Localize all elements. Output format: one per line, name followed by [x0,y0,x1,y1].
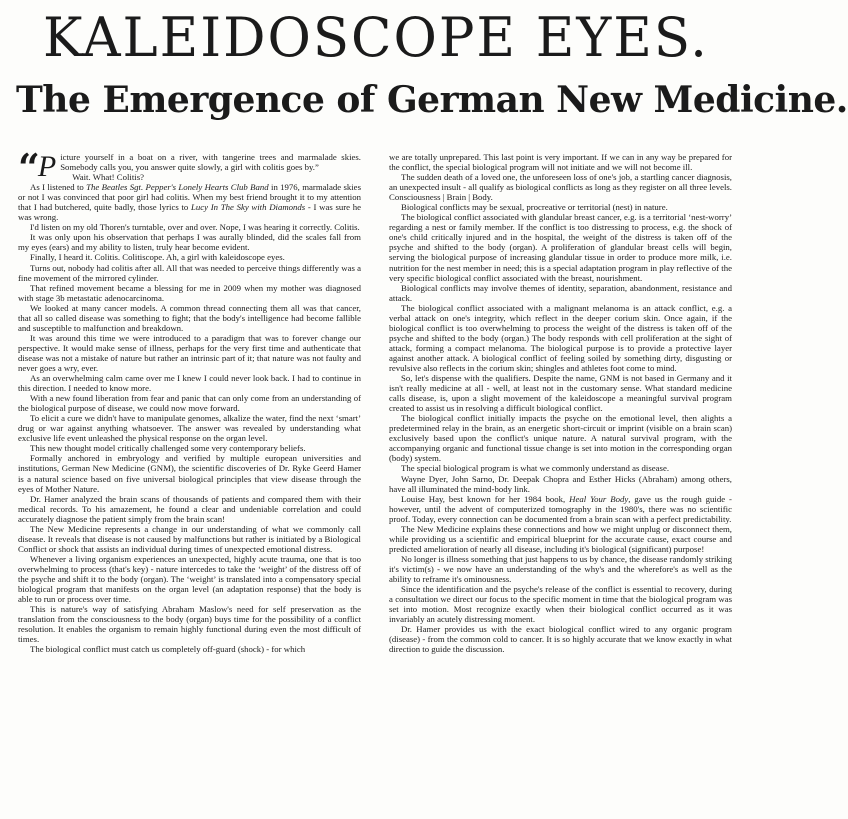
paragraph: The New Medicine explains these connections and how we might unplug or disconnect them, while providing us a scientific and empirical blueprint for the accurate cause, exact course and predicted amelioration of nearly all disease, including it's biological (significant) purpose! [389,523,732,554]
paragraph: The sudden death of a loved one, the unforeseen loss of one's job, a startling cancer diagnosis, an unexpected insult - all qualify as biological conflicts as long as they register on all three levels. Consciousness | Brain | Body. [389,172,732,203]
text-run: Louise Hay, best known for her 1984 book, [401,493,570,504]
paragraph [389,494,732,524]
text-run: As I listened to [30,182,87,193]
book-title: Heal Your Body [569,493,629,504]
paragraph: Wait. What! Colitis? [72,172,144,183]
right-column [389,152,732,654]
paragraph: The biological conflict must catch us completely off-guard (shock) - for which [30,644,306,655]
paragraph: With a new found liberation from fear and panic that can only come from an understanding of the biological purpose of disease, we could now move forward. [18,393,361,414]
album-title: The Beatles Sgt. Pepper's Lonely Hearts Club Band [86,182,269,193]
paragraph: It was around this time we were introduced to a paradigm that was to forever change our perspective. It would make sense of illness, perhaps for the very first time and authenticate that disease was not a mistake of nature but rather an intrinsic part of it; that nature was not faulty and never goes a wry, ever. [18,332,361,373]
song-title: Lucy In The Sky with Diamonds [191,202,306,213]
paragraph: Turns out, nobody had colitis after all. All that was needed to perceive things differently was a fine movement of the mirrored cylinder. [18,262,361,283]
paragraph: This is nature's way of satisfying Abraham Maslow's need for self preservation as the translation from the consciousness to the body (organ) buys time for the possibility of a conflict resolution. It enables the organism to remain highly functional during even the most difficult of times. [18,604,361,645]
paragraph: Biological conflicts may be sexual, procreative or territorial (nest) in nature. [401,202,668,213]
text-run: , gave us the rough guide - however, until the advent of computerized tomography in the 1980's, there was no scientific proof. Today, every connection can be documented from a brain scan with a perfect predictability. [389,493,732,524]
paragraph: Biological conflicts may involve themes of identity, separation, abandonment, resistance and attack. [389,282,732,303]
paragraph: The biological conflict initially impacts the psyche on the emotional level, then alights a predetermined relay in the brain, as an energetic short-circuit or imprint (visible on a brain scan) exclusively based upon the conflict's unique nature. A natural survival program, with the accompanying organic and functional tissue change is set into motion in the corresponding organ (body) system. [389,413,732,464]
paragraph [18,182,361,222]
paragraph: So, let's dispense with the qualifiers. Despite the name, GNM is not based in Germany and it isn't really medicine at all - well, at least not in the customary sense. What standard medicine calls disease, is, upon a slight movement of the kaleidoscope a meaningful survival program created to assist us in resolving a difficult biological conflict. [389,373,732,414]
paragraph: Dr. Hamer provides us with the exact biological conflict wired to any organic program (disease) - from the common cold to cancer. It is so highly accurate that we know exactly in what direction to guide the discussion. [389,624,732,655]
paragraph: Whenever a living organism experiences an unexpected, highly acute trauma, one that is too overwhelming to process (that's key) - nature intercedes to take the ‘weight’ of the distress off of the psyche and shift it to the body (organ). The ‘weight’ is translated into a compensatory special biological program that manifests on the organ level (an adaptation response) that the body is able to run or process over time. [18,553,361,605]
page-title: KALEIDOSCOPE EYES. [43,6,709,69]
paragraph: The biological conflict associated with glandular breast cancer, e.g. is a territorial ‘nest-worry’ regarding a nest or family member. If the conflict is too distressing to process, e.g. the shock of one's child critically injured and in the hospital, the weight of the distress is taken off of the psyche and shifted to the body (organ). A proliferation of glandular breast cells will begin, serving the biological purpose of increasing glandular tissue in order to produce more milk, i.e. nutrition for the nest member in need; this is a special adaptation program in play reflective of the very specific biological conflict associated with the breast, nourishment. [389,212,732,283]
paragraph: Wayne Dyer, John Sarno, Dr. Deepak Chopra and Esther Hicks (Abraham) among others, have all illuminated the mind-body link. [389,473,732,494]
dropcap-quote: “ [18,145,36,190]
page-subtitle: The Emergence of German New Medicine. [16,79,848,121]
paragraph-text: icture yourself in a boat on a river, with tangerine trees and marmalade skies. Somebody calls you, you answer quite slowly, a girl with colitis goes by.” [60,152,361,173]
paragraph: Dr. Hamer analyzed the brain scans of thousands of patients and compared them with their medical records. To his amazement, he found a clear and undeniable correlation and could accurately diagnose the patient simply from the brain scan! [18,493,361,524]
paragraph: No longer is illness something that just happens to us by chance, the disease randomly striking it's victim(s) - we now have an understanding of the why's and the wherefore's as well as the ability to reframe it's ominousness. [389,553,732,584]
paragraph: As an overwhelming calm came over me I knew I could never look back. I had to continue in this direction. I needed to know more. [18,373,361,394]
paragraph: To elicit a cure we didn't have to manipulate genomes, alkalize the water, find the next ‘smart’ drug or war against anything whatsoever. The answer was revealed by understanding what exclusive life event unleashed the physical response on the organ level. [18,413,361,444]
text-run: - I was sure he was wrong. [18,202,362,223]
paragraph: I'd listen on my old Thoren's turntable, over and over. Nope, I was hearing it correctly. Colitis. [30,222,360,233]
text-run: in 1976, marmalade skies or not I was convinced that poor girl had colitis. When my best friend brought it to my attention that I had butchered, quite badly, those lyrics to [18,182,361,213]
paragraph: Finally, I heard it. Colitis. Colitiscope. Ah, a girl with kaleidoscope eyes. [30,252,285,263]
paragraph: This new thought model critically challenged some very contemporary beliefs. [30,443,306,454]
paragraph: The New Medicine represents a change in our understanding of what we commonly call disease. It reveals that disease is not caused by malfunctions but rather is initiated by a Biological Conflict or shock that assists an individual during times of unexpected emotional distress. [18,523,361,554]
dropcap-letter: P [37,150,57,183]
paragraph: Since the identification and the psyche's release of the conflict is essential to recovery, during a consultation we direct our focus to the specific moment in time that the biological program was set into motion. Most recognize exactly when their biological conflict occurred as it was invariably an acutely distressing moment. [389,584,732,625]
paragraph: The special biological program is what we commonly understand as disease. [401,463,670,474]
paragraph: That refined movement became a blessing for me in 2009 when my mother was diagnosed with stage 3b metastatic adenocarcinoma. [18,282,361,303]
left-column [18,145,362,655]
paragraph: The biological conflict associated with a malignant melanoma is an attack conflict, e.g. a verbal attack on one's integrity, which reflect in the deeper corium skin. Once again, if the biological conflict is too overwhelming to process the weight of the distress is taken off of the psyche and shifted to the body (organ.) The body responds with cell proliferation at the sight of attack, forming a compact melanoma. The biological purpose is to provide a protective layer against another attack. A biological conflict of feeling soiled by something dirty, disgusting or revulsive also reflects in the corium skin; shingles and athletes foot come to mind. [389,302,732,373]
paragraph: we are totally unprepared. This last point is very important. If we can in any way be prepared for the conflict, the special biological program will not initiate and we will not become ill. [389,152,732,173]
paragraph: It was only upon his observation that perhaps I was aurally blinded, did the scales fall from my eyes (ears) and my ability to listen, truly hear become evident. [18,232,361,253]
paragraph: We looked at many cancer models. A common thread connecting them all was that cancer, that all so called disease was something to fight; that the body's intelligence had become fallible and susceptible to malfunction and breakdown. [18,302,361,333]
paragraph: Formally anchored in embryology and verified by multiple european universities and institutions, German New Medicine (GNM), the scientific discoveries of Dr. Ryke Geerd Hamer is a natural science based on five universal biological principles that view disease through the eyes of Mother Nature. [18,453,361,494]
